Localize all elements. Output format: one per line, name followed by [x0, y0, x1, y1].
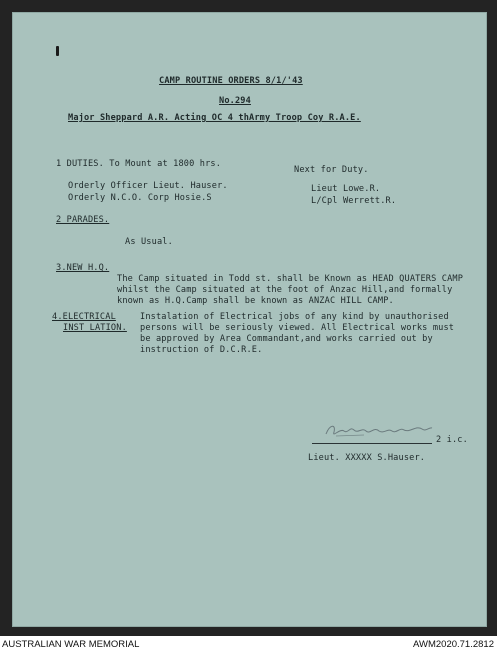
document-title: CAMP ROUTINE ORDERS 8/1/'43: [159, 76, 303, 86]
parades-heading: 2 PARADES.: [56, 215, 110, 225]
new-hq-line: whilst the Camp situated at the foot of Anzac Hill,and formally: [117, 285, 453, 295]
orderly-officer: Orderly Officer Lieut. Hauser.: [68, 181, 228, 191]
duties-heading: 1 DUTIES. To Mount at 1800 hrs.: [56, 159, 222, 169]
footer-bar: [0, 636, 497, 653]
signature-name: Lieut. XXXXX S.Hauser.: [308, 453, 426, 463]
order-number: No.294: [219, 96, 251, 106]
footer-institution: AUSTRALIAN WAR MEMORIAL: [2, 639, 140, 650]
electrical-heading-2: INST LATION.: [63, 323, 127, 333]
new-hq-line: known as H.Q.Camp shall be known as ANZAC HILL CAMP.: [117, 296, 394, 306]
electrical-heading: 4.ELECTRICAL: [52, 312, 116, 322]
electrical-line: be approved by Area Commandant,and works carried out by: [140, 334, 433, 344]
electrical-line: Instalation of Electrical jobs of any kind by unauthorised: [140, 312, 449, 322]
orderly-nco: Orderly N.C.O. Corp Hosie.S: [68, 193, 212, 203]
parades-text: As Usual.: [125, 237, 173, 247]
footer-accession-number: AWM2020.71.2812: [413, 639, 494, 650]
signature-role: 2 i.c.: [436, 435, 468, 445]
next-for-duty-label: Next for Duty.: [294, 165, 369, 175]
next-nco: L/Cpl Werrett.R.: [311, 196, 397, 206]
document-sheet: [12, 12, 487, 627]
new-hq-heading: 3.NEW H.Q.: [56, 263, 110, 273]
electrical-line: persons will be seriously viewed. All Electrical works must: [140, 323, 455, 333]
new-hq-line: The Camp situated in Todd st. shall be Known as HEAD QUATERS CAMP: [117, 274, 464, 284]
electrical-line: instruction of D.C.R.E.: [140, 345, 263, 355]
signature-line: [312, 443, 432, 444]
pin-mark: [56, 46, 59, 56]
handwritten-signature: [324, 422, 434, 440]
officer-line: Major Sheppard A.R. Acting OC 4 thArmy Troop Coy R.A.E.: [68, 113, 361, 123]
next-officer: Lieut Lowe.R.: [311, 184, 381, 194]
